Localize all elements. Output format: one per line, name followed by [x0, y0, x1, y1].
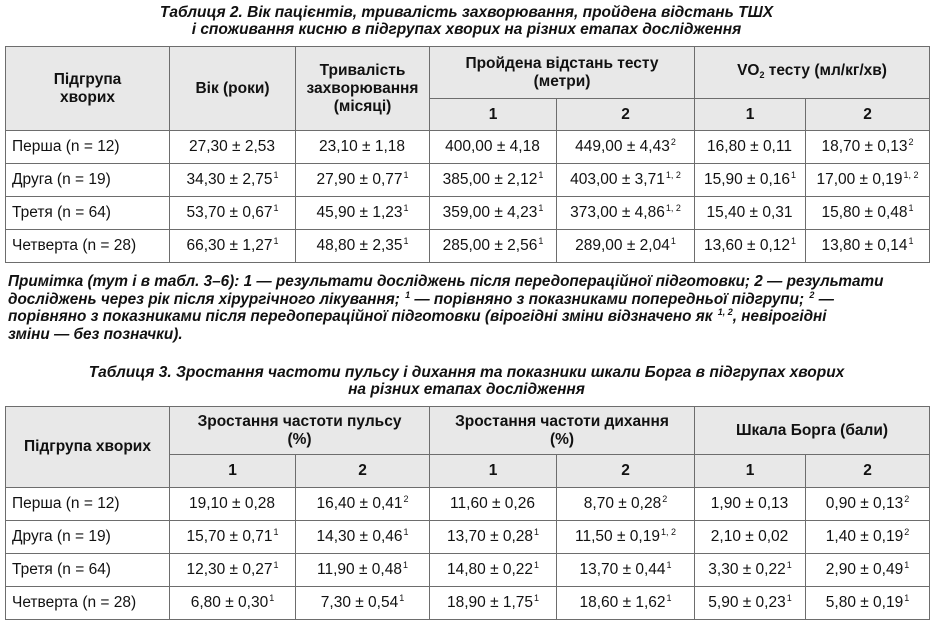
cell-pulse-1: $12,30 \pm 0,27^1$ [170, 554, 296, 587]
row-group-label: Друга (n = 19) [6, 164, 170, 197]
row-group-label: Перша (n = 12) [6, 131, 170, 164]
table2-header-group: Підгрупа хворих [6, 47, 170, 131]
table3-header-breath: Зростання частоти дихання (%) [430, 407, 695, 455]
cell-vo2-1: 15,40 ± 0,31 [695, 197, 806, 230]
cell-duration: $45,90 \pm 1,23^1$ [296, 197, 430, 230]
cell-borg-1: $3,30 \pm 0,22^1$ [695, 554, 806, 587]
table-row [6, 488, 930, 521]
cell-breath-2: $11,50 \pm 0,19^{1, 2}$ [557, 521, 695, 554]
cell-vo2-2: $13,80 \pm 0,14^1$ [806, 230, 930, 263]
note-line4: зміни — без позначки). [8, 325, 183, 343]
table2-header-vo2-stage1: 1 [695, 99, 806, 131]
table2-title [0, 4, 933, 38]
cell-vo2-2: $17,00 \pm 0,19^{1, 2}$ [806, 164, 930, 197]
cell-borg-2: $2,90 \pm 0,49^1$ [806, 554, 930, 587]
row-group-label: Четверта (n = 28) [6, 587, 170, 620]
table3 [5, 406, 930, 620]
table3-header-pulse-stage1: 1 [170, 455, 296, 488]
table-note [8, 273, 928, 343]
table2-header-distance-stage2: 2 [557, 99, 695, 131]
table3-header-breath-stage1: 1 [430, 455, 557, 488]
row-group-label: Четверта (n = 28) [6, 230, 170, 263]
cell-distance-2: $449,00 \pm 4,43^2$ [557, 131, 695, 164]
cell-pulse-2: $11,90 \pm 0,48^1$ [296, 554, 430, 587]
cell-pulse-1: $6,80 \pm 0,30^1$ [170, 587, 296, 620]
cell-distance-1: $385,00 \pm 2,12^1$ [430, 164, 557, 197]
table2-title-line2: і споживання кисню в підгрупах хворих на різних етапах дослідження [191, 21, 742, 38]
table-row [6, 554, 930, 587]
cell-breath-2: $18,60 \pm 1,62^1$ [557, 587, 695, 620]
row-group-label: Друга (n = 19) [6, 521, 170, 554]
row-group-label: Третя (n = 64) [6, 197, 170, 230]
cell-distance-2: $289,00 \pm 2,04^1$ [557, 230, 695, 263]
cell-duration: $27,90 \pm 0,77^1$ [296, 164, 430, 197]
table3-header-pulse-stage2: 2 [296, 455, 430, 488]
cell-distance-2: $373,00 \pm 4,86^{1, 2}$ [557, 197, 695, 230]
table3-header-borg-stage2: 2 [806, 455, 930, 488]
table3-header-pulse: Зростання частоти пульсу (%) [170, 407, 430, 455]
table2-header-age: Вік (роки) [170, 47, 296, 131]
table2-header-duration: Тривалість захворювання (місяці) [296, 47, 430, 131]
table-row [6, 197, 930, 230]
table3-header-breath-stage2: 2 [557, 455, 695, 488]
cell-duration: $48,80 \pm 2,35^1$ [296, 230, 430, 263]
cell-pulse-2: $16,40 \pm 0,41^2$ [296, 488, 430, 521]
note-line1: Примітка (тут і в табл. 3–6): 1 — результати досліджень після передопераційної підготовки; 2 — результати [8, 273, 884, 290]
cell-vo2-1: $15,90 \pm 0,16^1$ [695, 164, 806, 197]
cell-breath-2: $8,70 \pm 0,28^2$ [557, 488, 695, 521]
cell-vo2-1: 16,80 ± 0,11 [695, 131, 806, 164]
cell-vo2-1: $13,60 \pm 0,12^1$ [695, 230, 806, 263]
table2 [5, 46, 930, 263]
cell-age: $66,30 \pm 1,27^1$ [170, 230, 296, 263]
cell-borg-1: 2,10 ± 0,02 [695, 521, 806, 554]
table-row [6, 131, 930, 164]
cell-breath-1: 11,60 ± 0,26 [430, 488, 557, 521]
cell-borg-2: $5,80 \pm 0,19^1$ [806, 587, 930, 620]
cell-borg-2: $1,40 \pm 0,19^2$ [806, 521, 930, 554]
table3-title-line1: Таблиця 3. Зростання частоти пульсу і дихання та показники шкали Борга в підгрупах хворих [88, 364, 845, 381]
table2-header-vo2: $VO_2$ тесту (мл/кг/хв) [695, 47, 930, 99]
cell-age: $34,30 \pm 2,75^1$ [170, 164, 296, 197]
table3-header-borg-stage1: 1 [695, 455, 806, 488]
cell-breath-1: $13,70 \pm 0,28^1$ [430, 521, 557, 554]
cell-age: $53,70 \pm 0,67^1$ [170, 197, 296, 230]
note-line2: досліджень через рік після хірургічного лікування; $^1$ — порівняно з показниками попередньої підгрупи; $^2$ — [8, 289, 834, 308]
cell-borg-2: $0,90 \pm 0,13^2$ [806, 488, 930, 521]
table3-header-group: Підгрупа хворих [6, 407, 170, 488]
table-row [6, 521, 930, 554]
table-row [6, 230, 930, 263]
cell-vo2-2: $18,70 \pm 0,13^2$ [806, 131, 930, 164]
cell-distance-1: $359,00 \pm 4,23^1$ [430, 197, 557, 230]
table-row [6, 164, 930, 197]
cell-distance-2: $403,00 \pm 3,71^{1, 2}$ [557, 164, 695, 197]
table2-header-distance: Пройдена відстань тесту (метри) [430, 47, 695, 99]
cell-borg-1: 1,90 ± 0,13 [695, 488, 806, 521]
cell-distance-1: 400,00 ± 4,18 [430, 131, 557, 164]
cell-duration: 23,10 ± 1,18 [296, 131, 430, 164]
table2-header-distance-stage1: 1 [430, 99, 557, 131]
note-line3: порівняно з показниками після передопераційної підготовки (вірогідні зміни відзначено як $^{1, 2}$, невірогідні [8, 307, 827, 325]
cell-pulse-2: $14,30 \pm 0,46^1$ [296, 521, 430, 554]
table3-header-borg: Шкала Борга (бали) [695, 407, 930, 455]
cell-age: 27,30 ± 2,53 [170, 131, 296, 164]
cell-breath-1: $18,90 \pm 1,75^1$ [430, 587, 557, 620]
cell-breath-1: $14,80 \pm 0,22^1$ [430, 554, 557, 587]
cell-vo2-2: $15,80 \pm 0,48^1$ [806, 197, 930, 230]
cell-distance-1: $285,00 \pm 2,56^1$ [430, 230, 557, 263]
table-row [6, 587, 930, 620]
table3-title-line2: на різних етапах дослідження [348, 381, 585, 398]
cell-pulse-1: 19,10 ± 0,28 [170, 488, 296, 521]
cell-borg-1: $5,90 \pm 0,23^1$ [695, 587, 806, 620]
cell-breath-2: $13,70 \pm 0,44^1$ [557, 554, 695, 587]
table2-title-line1: Таблиця 2. Вік пацієнтів, тривалість захворювання, пройдена відстань ТШХ [159, 4, 774, 21]
row-group-label: Перша (n = 12) [6, 488, 170, 521]
cell-pulse-2: $7,30 \pm 0,54^1$ [296, 587, 430, 620]
table3-title [0, 364, 933, 398]
cell-pulse-1: $15,70 \pm 0,71^1$ [170, 521, 296, 554]
row-group-label: Третя (n = 64) [6, 554, 170, 587]
table2-header-vo2-stage2: 2 [806, 99, 930, 131]
